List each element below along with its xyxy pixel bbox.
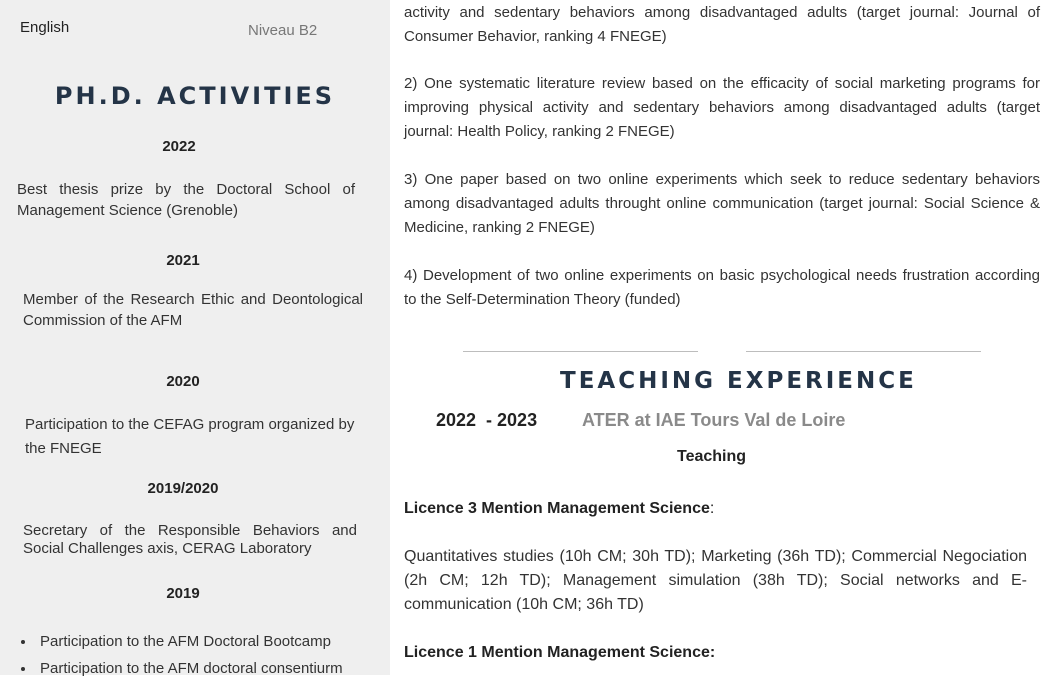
job-title: ATER at IAE Tours Val de Loire bbox=[582, 410, 846, 430]
teaching-experience-heading: TEACHING EXPERIENCE bbox=[560, 368, 917, 394]
entry-year: 2021 bbox=[166, 252, 200, 269]
licence3-heading bbox=[404, 500, 714, 518]
job-period: 2022 - 2023 bbox=[436, 410, 538, 430]
entry-year: 2022 bbox=[162, 138, 196, 155]
phd-activities-heading: PH.D. ACTIVITIES bbox=[54, 82, 336, 110]
divider bbox=[463, 351, 698, 352]
licence3-label: Licence 3 Mention Management Science bbox=[404, 500, 710, 517]
language-name: English bbox=[20, 19, 70, 36]
entry-text: Best thesis prize by the Doctoral School of Management Science (Grenoble) bbox=[17, 181, 355, 219]
divider bbox=[746, 351, 981, 352]
entry-year: 2020 bbox=[166, 373, 200, 390]
list-item: • Participation to the AFM doctoral consentiurm bbox=[36, 655, 380, 682]
project-text: activity and sedentary behaviors among disadvantaged adults (target journal: Journal of Consumer Behavior, ranking 4 FNEGE) bbox=[404, 4, 1040, 45]
licence1-heading bbox=[404, 644, 715, 662]
language-level: Niveau B2 bbox=[248, 22, 318, 39]
list-item: • Participation to the AFM Doctoral Bootcamp bbox=[36, 628, 380, 655]
licence3-courses: Quantitatives studies (10h CM; 30h TD); Marketing (36h TD); Commercial Negociation (2h CM; 12h TD); Management simulation (38h TD); Social networks and E-communication (10h CM; 36h TD) bbox=[404, 548, 1027, 613]
project-text: 4) Development of two online experiments on basic psychological needs frustration according to the Self-Determination Theory (funded) bbox=[404, 267, 1040, 308]
project-text: 2) One systematic literature review based on the efficacity of social marketing programs for improving physical activity and sedentary behaviors among disadvantaged adults (target journal: Health Policy, ranking 2 FNEGE) bbox=[404, 75, 1040, 140]
entry-text: Secretary of the Responsible Behaviors and Social Challenges axis, CERAG Laboratory bbox=[23, 522, 357, 557]
entry-year: 2019/2020 bbox=[147, 480, 219, 497]
licence1-label: Licence 1 Mention Management Science: bbox=[404, 644, 716, 661]
teaching-subheading: Teaching bbox=[677, 448, 747, 465]
bullet-list bbox=[20, 628, 380, 682]
entry-year: 2019 bbox=[166, 585, 200, 602]
sidebar bbox=[0, 0, 390, 675]
project-text: 3) One paper based on two online experiments which seek to reduce sedentary behaviors among disadvantaged adults throught online communication (target journal: Social Science & Medicine, ranking 2 FNEGE) bbox=[404, 171, 1040, 236]
entry-text: Member of the Research Ethic and Deontological Commission of the AFM bbox=[23, 291, 363, 329]
licence3-suffix: : bbox=[709, 500, 715, 517]
entry-text: Participation to the CEFAG program organized by the FNEGE bbox=[25, 416, 355, 457]
